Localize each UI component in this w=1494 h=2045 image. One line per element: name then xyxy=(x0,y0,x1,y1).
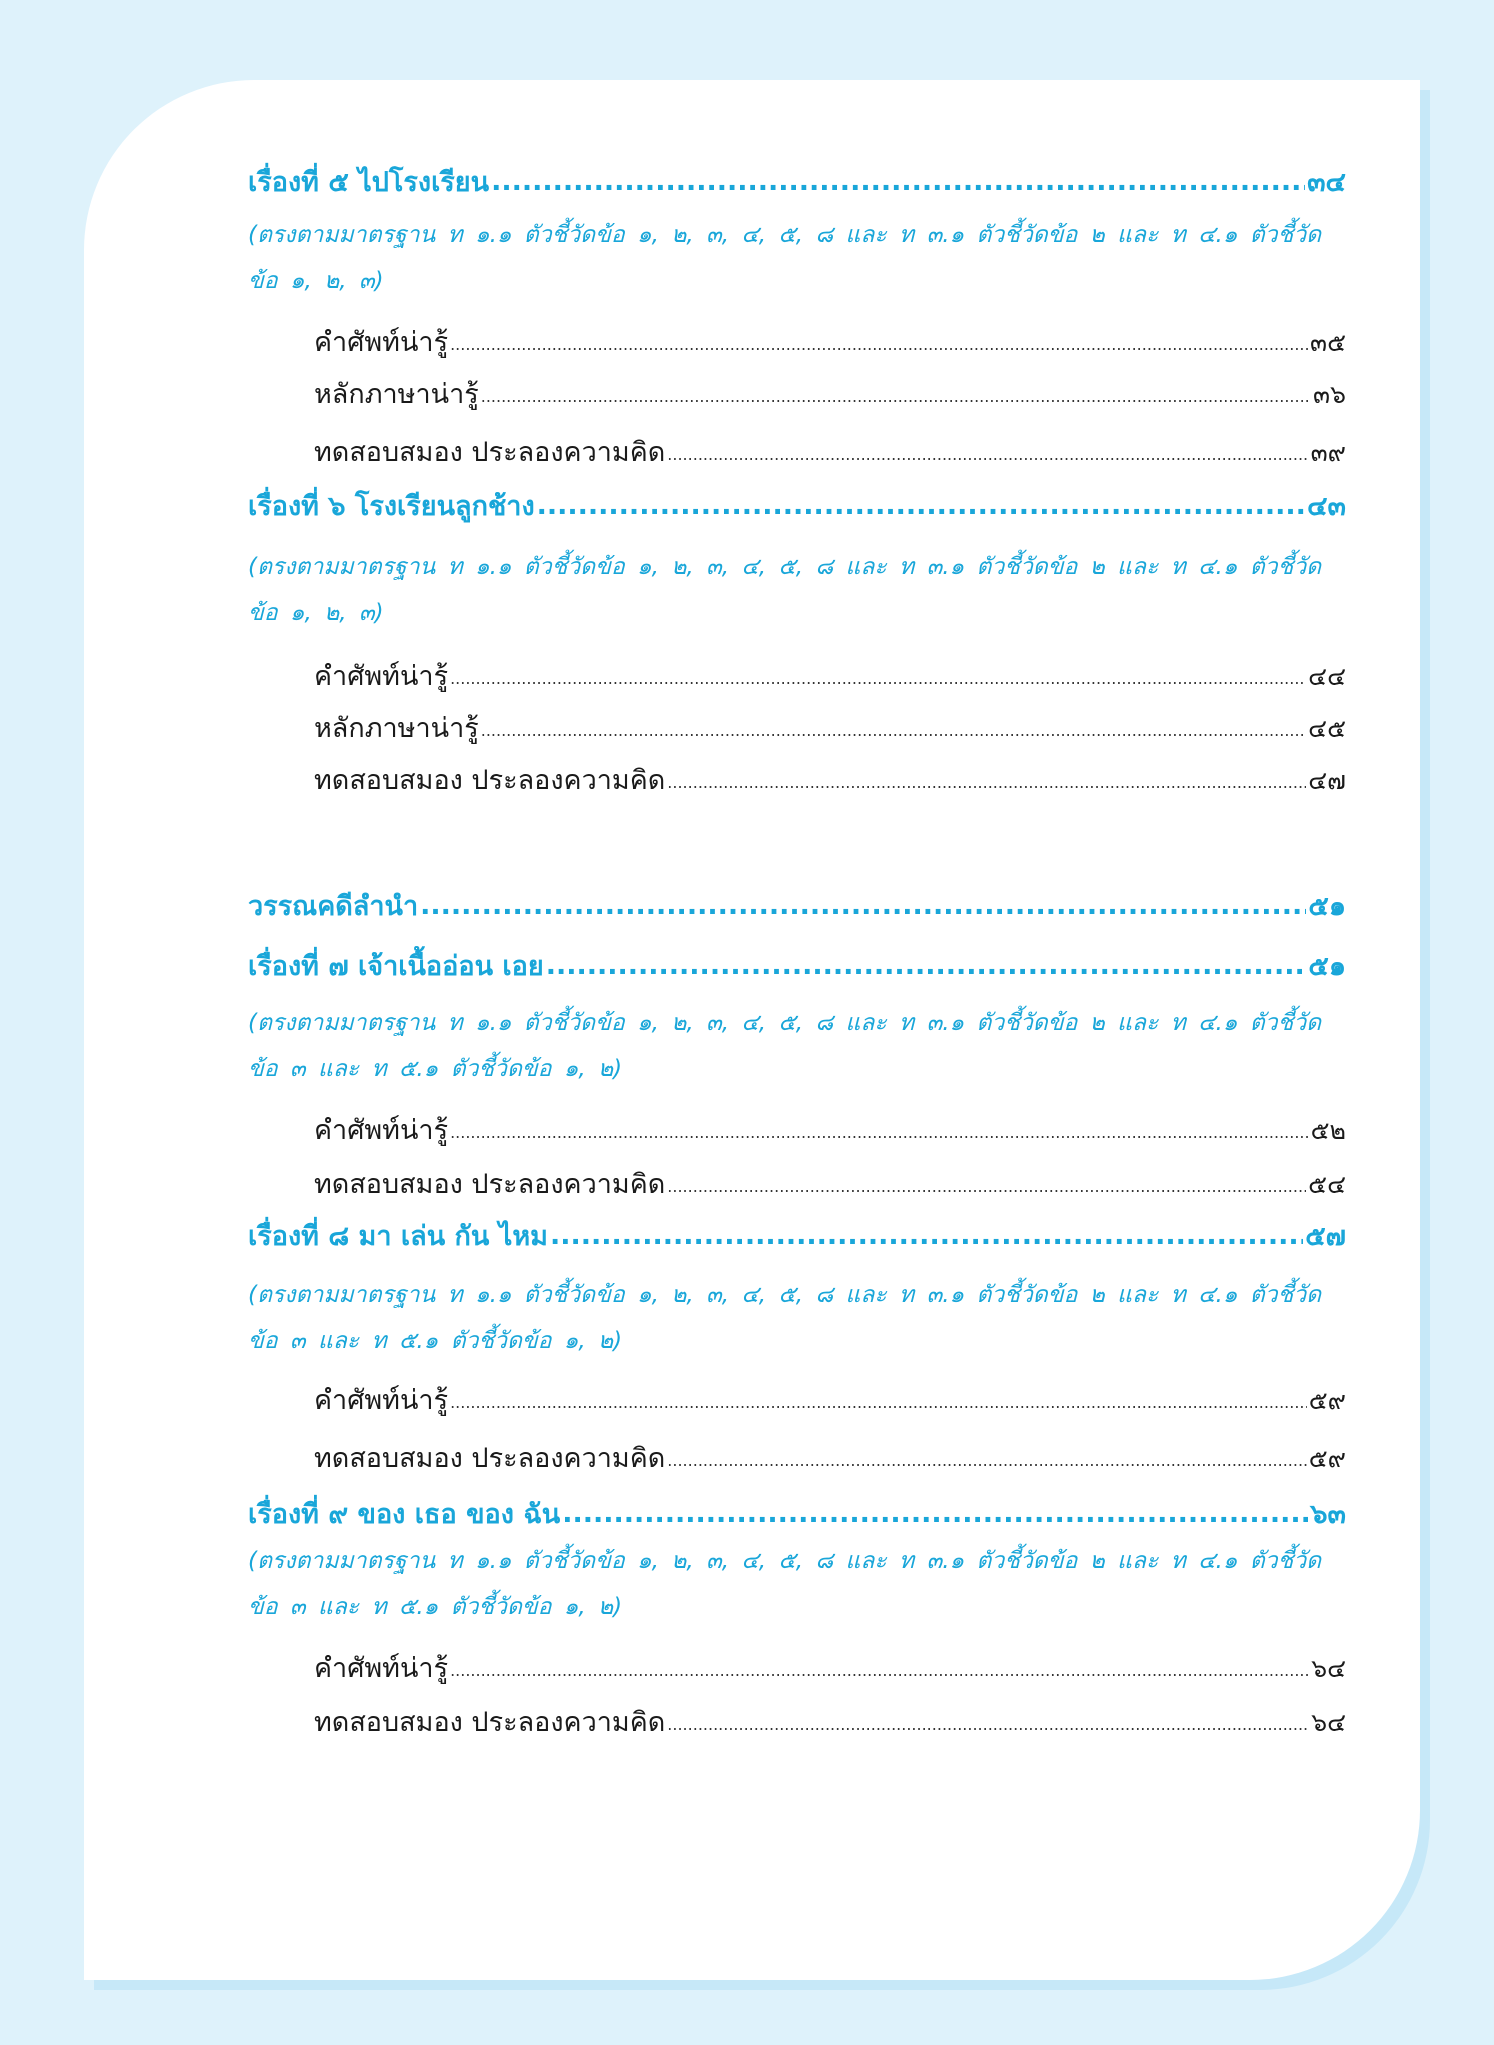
toc-section-heading[interactable] xyxy=(248,884,1346,927)
toc-chapter-8[interactable] xyxy=(248,1214,1346,1257)
curriculum-standard: (ตรงตามมาตรฐาน ท ๑.๑ ตัวชี้วัดข้อ ๑, ๒, ๓, ๔, ๕, ๘ และ ท ๓.๑ ตัวชี้วัดข้อ ๒ และ ท ๔.๑ ตัวชี้วัด ข้อ ๓ และ ท ๕.๑ ตัวชี้วัดข้อ ๑, ๒) xyxy=(248,1548,1322,1620)
dot-leader xyxy=(450,1661,1309,1680)
item-label: หลักภาษาน่ารู้ xyxy=(314,379,479,410)
page-number: ๔๓ xyxy=(1307,491,1346,522)
page-number: ๕๑ xyxy=(1308,951,1346,982)
item-label: ทดสอบสมอง ประลองความคิด xyxy=(314,765,666,796)
toc-item[interactable] xyxy=(314,706,1346,749)
dot-leader xyxy=(667,1715,1309,1734)
section-title: วรรณคดีลำนำ xyxy=(248,891,419,922)
page-number: ๖๓ xyxy=(1310,1499,1346,1530)
toc-item[interactable] xyxy=(314,1700,1346,1743)
toc-item[interactable] xyxy=(314,1436,1346,1479)
dot-leader xyxy=(562,1498,1308,1529)
item-label: ทดสอบสมอง ประลองความคิด xyxy=(314,1707,666,1738)
item-label: หลักภาษาน่ารู้ xyxy=(314,713,479,744)
item-label: คำศัพท์น่ารู้ xyxy=(314,1115,449,1146)
toc-item[interactable] xyxy=(314,1378,1346,1421)
toc-item[interactable] xyxy=(314,430,1346,473)
curriculum-standard: (ตรงตามมาตรฐาน ท ๑.๑ ตัวชี้วัดข้อ ๑, ๒, ๓, ๔, ๕, ๘ และ ท ๓.๑ ตัวชี้วัดข้อ ๒ และ ท ๔.๑ ตัวชี้วัด ข้อ ๑, ๒, ๓) xyxy=(248,222,1322,294)
toc-item[interactable] xyxy=(314,1646,1346,1689)
toc-item[interactable] xyxy=(314,1162,1346,1205)
dot-leader xyxy=(667,1451,1306,1470)
dot-leader xyxy=(550,1220,1303,1251)
toc-item[interactable] xyxy=(314,372,1346,415)
page-number: ๓๙ xyxy=(1310,438,1346,467)
item-label: คำศัพท์น่ารู้ xyxy=(314,1385,449,1416)
dot-leader xyxy=(537,490,1305,521)
chapter-title: เรื่องที่ ๗ เจ้าเนื้ออ่อน เอย xyxy=(248,951,544,982)
item-label: คำศัพท์น่ารู้ xyxy=(314,1653,449,1684)
dot-leader xyxy=(667,773,1306,792)
page-number: ๓๔ xyxy=(1307,167,1346,198)
page-number: ๓๕ xyxy=(1309,328,1346,357)
dot-leader xyxy=(450,669,1306,688)
dot-leader xyxy=(667,445,1308,464)
item-label: ทดสอบสมอง ประลองความคิด xyxy=(314,1443,666,1474)
page-number: ๕๒ xyxy=(1310,1116,1346,1145)
toc-item[interactable] xyxy=(314,654,1346,697)
page-number: ๕๑ xyxy=(1308,891,1346,922)
dot-leader xyxy=(481,721,1306,740)
page-number: ๔๔ xyxy=(1308,662,1346,691)
dot-leader xyxy=(667,1177,1306,1196)
dot-leader xyxy=(481,387,1311,406)
chapter-title: เรื่องที่ ๖ โรงเรียนลูกช้าง xyxy=(248,491,535,522)
page-number: ๕๙ xyxy=(1308,1444,1346,1473)
dot-leader xyxy=(450,1123,1309,1142)
dot-leader xyxy=(450,1393,1307,1412)
page-number: ๔๕ xyxy=(1308,714,1346,743)
toc-item[interactable] xyxy=(314,1108,1346,1151)
page-number: ๖๔ xyxy=(1311,1708,1346,1737)
curriculum-standard: (ตรงตามมาตรฐาน ท ๑.๑ ตัวชี้วัดข้อ ๑, ๒, ๓, ๔, ๕, ๘ และ ท ๓.๑ ตัวชี้วัดข้อ ๒ และ ท ๔.๑ ตัวชี้วัด ข้อ ๓ และ ท ๕.๑ ตัวชี้วัดข้อ ๑, ๒) xyxy=(248,1282,1322,1354)
page-number: ๕๙ xyxy=(1308,1386,1346,1415)
dot-leader xyxy=(450,335,1308,354)
toc-chapter-6[interactable] xyxy=(248,484,1346,527)
chapter-title: เรื่องที่ ๕ ไปโรงเรียน xyxy=(248,167,490,198)
item-label: ทดสอบสมอง ประลองความคิด xyxy=(314,1169,666,1200)
item-label: คำศัพท์น่ารู้ xyxy=(314,661,449,692)
toc-item[interactable] xyxy=(314,320,1346,363)
page-number: ๖๔ xyxy=(1311,1654,1346,1683)
curriculum-standard: (ตรงตามมาตรฐาน ท ๑.๑ ตัวชี้วัดข้อ ๑, ๒, ๓, ๔, ๕, ๘ และ ท ๓.๑ ตัวชี้วัดข้อ ๒ และ ท ๔.๑ ตัวชี้วัด ข้อ ๓ และ ท ๕.๑ ตัวชี้วัดข้อ ๑, ๒) xyxy=(248,1010,1322,1082)
dot-leader xyxy=(546,950,1307,981)
item-label: คำศัพท์น่ารู้ xyxy=(314,327,449,358)
page-number: ๔๗ xyxy=(1308,766,1346,795)
toc-item[interactable] xyxy=(314,758,1346,801)
item-label: ทดสอบสมอง ประลองความคิด xyxy=(314,437,666,468)
curriculum-standard: (ตรงตามมาตรฐาน ท ๑.๑ ตัวชี้วัดข้อ ๑, ๒, ๓, ๔, ๕, ๘ และ ท ๓.๑ ตัวชี้วัดข้อ ๒ และ ท ๔.๑ ตัวชี้วัด ข้อ ๑, ๒, ๓) xyxy=(248,554,1322,626)
dot-leader xyxy=(420,890,1306,921)
toc-chapter-7[interactable] xyxy=(248,944,1346,987)
toc-chapter-5[interactable] xyxy=(248,160,1346,203)
chapter-title: เรื่องที่ ๘ มา เล่น กัน ไหม xyxy=(248,1221,548,1252)
page-number: ๕๔ xyxy=(1308,1170,1346,1199)
page-number: ๕๗ xyxy=(1305,1221,1346,1252)
page-number: ๓๖ xyxy=(1313,380,1346,409)
dot-leader xyxy=(491,166,1305,197)
toc-chapter-9[interactable] xyxy=(248,1492,1346,1535)
chapter-title: เรื่องที่ ๙ ของ เธอ ของ ฉัน xyxy=(248,1499,561,1530)
